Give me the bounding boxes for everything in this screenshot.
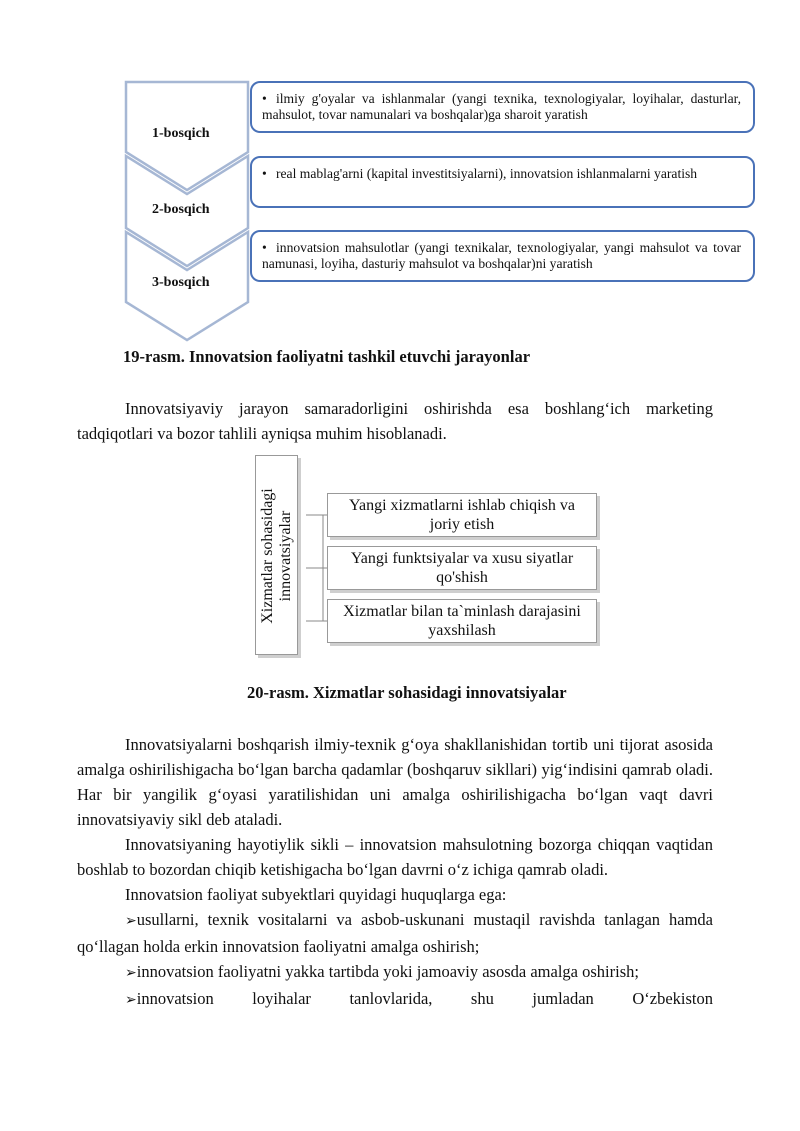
figure-19-process-diagram bbox=[110, 70, 770, 345]
stage-3-label: 3-bosqich bbox=[152, 275, 210, 290]
paragraph-marketing bbox=[77, 396, 713, 446]
figure-20-caption: 20-rasm. Xizmatlar sohasidagi innovatsiyalar bbox=[247, 683, 567, 702]
vertical-label-line-1: Xizmatlar sohasidagi bbox=[259, 488, 276, 624]
paragraph-subjects-rights: Innovatsion faoliyat subyektlari quyidagi huquqlarga ega: bbox=[125, 885, 507, 904]
stage-3-description-box bbox=[250, 230, 755, 282]
connector-lines bbox=[298, 455, 328, 655]
list-item bbox=[77, 959, 713, 986]
innovation-item-1: Yangi xizmatlarni ishlab chiqish va joriy etish bbox=[349, 497, 575, 533]
innovation-item-2: Yangi funktsiyalar va xusu siyatlar qo'shish bbox=[350, 550, 574, 586]
arrow-bullet-icon: ➢ bbox=[125, 913, 137, 929]
stage-2-description: real mablag'arni (kapital investitsiyalarni), innovatsion ishlanmalarni yaratish bbox=[276, 166, 698, 181]
stage-3-description: innovatsion mahsulotlar (yangi texnikalar, texnologiyalar, yangi mahsulot va tovar namunasi, loyiha, dasturiy mahsulot va boshqalar)ni yaratish bbox=[262, 240, 741, 271]
list-item bbox=[77, 907, 713, 959]
figure-19-caption: 19-rasm. Innovatsion faoliyatni tashkil etuvchi jarayonlar bbox=[123, 347, 531, 366]
stage-1-label: 1-bosqich bbox=[152, 126, 210, 141]
stage-2-description-box bbox=[250, 156, 755, 208]
body-text bbox=[77, 732, 713, 1013]
figure-20-services-innovation-diagram bbox=[255, 455, 615, 665]
bullet-marker: • bbox=[262, 91, 267, 106]
list-item-text: innovatsion faoliyatni yakka tartibda yoki jamoaviy asosda amalga oshirish; bbox=[136, 962, 639, 981]
innovation-item-3: Xizmatlar bilan ta`minlash darajasini yaxshilash bbox=[343, 603, 581, 639]
innovation-item-box bbox=[327, 599, 597, 643]
arrow-bullet-icon: ➢ bbox=[125, 992, 137, 1008]
list-item-text: innovatsion loyihalar tanlovlarida, shu jumladan O‘zbekiston bbox=[136, 989, 713, 1008]
stage-2-label: 2-bosqich bbox=[152, 202, 210, 217]
paragraph-innovation-management: Innovatsiyalarni boshqarish ilmiy-texnik g‘oya shakllanishidan tortib uni tijorat asosida amalga oshirilishigacha bo‘lgan barcha qadamlar (boshqaruv sikllari) yig‘indisini qamrab oladi. Har bir yangilik g‘oyasi yaratilishidan uni amalga oshirilishigacha bo‘lgan vaqt davri innovatsiyaviy sikl deb ataladi. bbox=[77, 735, 713, 829]
services-innovation-vertical-box bbox=[255, 455, 298, 655]
stage-1-description-box bbox=[250, 81, 755, 133]
innovation-item-box bbox=[327, 493, 597, 537]
vertical-label-line-2: innovatsiyalar bbox=[277, 510, 294, 602]
bullet-marker: • bbox=[262, 240, 267, 255]
bullet-marker: • bbox=[262, 166, 267, 181]
list-item-text: usullarni, texnik vositalarni va asbob-uskunani mustaqil ravishda tanlagan hamda qo‘llagan holda erkin innovatsion faoliyatni amalga oshirish; bbox=[77, 910, 713, 956]
stage-1-description: ilmiy g'oyalar va ishlanmalar (yangi texnika, texnologiyalar, loyihalar, dasturlar, mahsulot, tovar namunalari va boshqalar)ga sharoit yaratish bbox=[262, 91, 741, 122]
arrow-bullet-icon: ➢ bbox=[125, 965, 137, 981]
innovation-item-box bbox=[327, 546, 597, 590]
list-item bbox=[77, 986, 713, 1013]
paragraph-life-cycle: Innovatsiyaning hayotiylik sikli – innovatsion mahsulotning bozorga chiqqan vaqtidan boshlab to bozordan chiqib ketishigacha bo‘lgan davrni o‘z ichiga qamrab oladi. bbox=[77, 835, 713, 879]
paragraph-1-text: Innovatsiyaviy jarayon samaradorligini oshirishda esa boshlang‘ich marketing tadqiqotlari va bozor tahlili ayniqsa muhim hisoblanadi. bbox=[77, 399, 713, 443]
